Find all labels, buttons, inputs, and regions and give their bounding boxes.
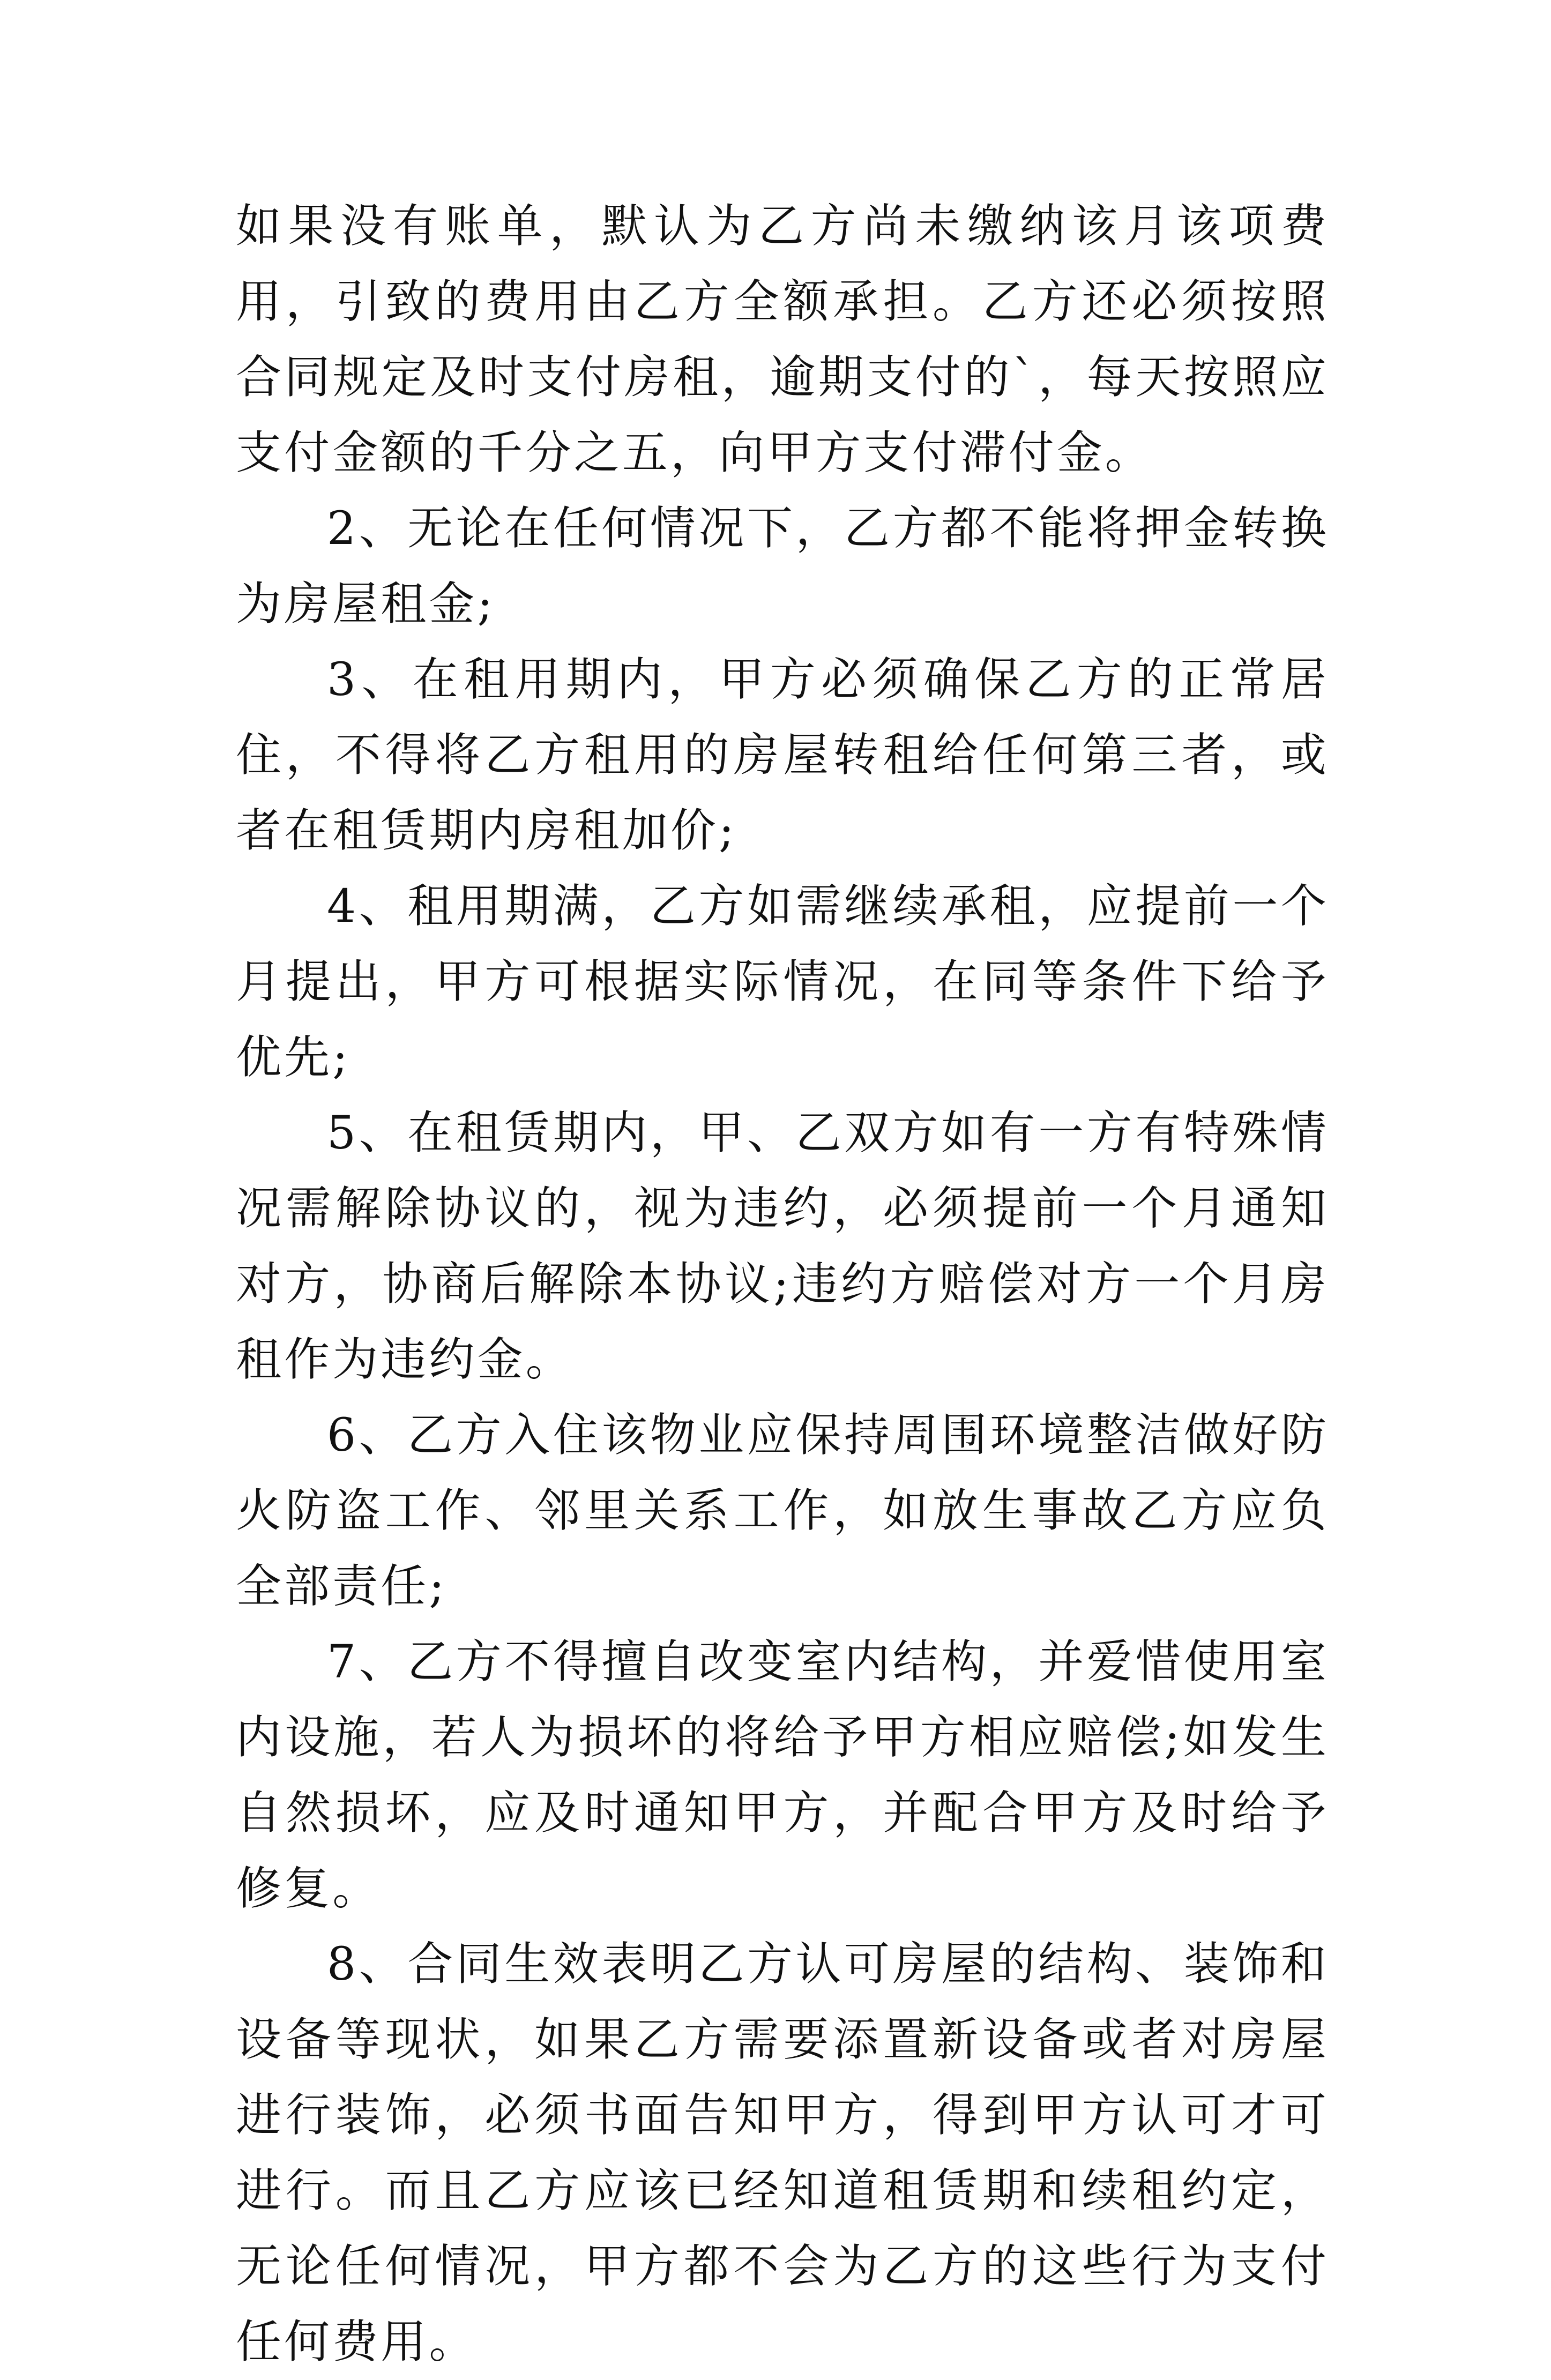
clause-3: 3、在租用期内，甲方必须确保乙方的正常居住，不得将乙方租用的房屋转租给任何第三者，或者在租赁期内房租加价; [236, 653, 1329, 857]
paragraph-continuation: 如果没有账单，默认为乙方尚未缴纳该月该项费用，引致的费用由乙方全额承担。乙方还必须按照合同规定及时支付房租，逾期支付的`，每天按照应支付金额的千分之五，向甲方支付滞付金。 [236, 200, 1329, 480]
clause-8: 8、合同生效表明乙方认可房屋的结构、装饰和设备等现状，如果乙方需要添置新设备或者对房屋进行装饰，必须书面告知甲方，得到甲方认可才可进行。而且乙方应该已经知道租赁期和续租约定，无论任何情况，甲方都不会为乙方的这些行为支付任何费用。 [236, 1938, 1329, 2369]
clause-6: 6、乙方入住该物业应保持周围环境整洁做好防火防盗工作、邻里关系工作，如放生事故乙方应负全部责任; [236, 1409, 1329, 1613]
clause-5: 5、在租赁期内，甲、乙双方如有一方有特殊情况需解除协议的，视为违约，必须提前一个月通知对方，协商后解除本协议;违约方赔偿对方一个月房租作为违约金。 [236, 1107, 1329, 1386]
document-body [236, 189, 1329, 2380]
clause-4: 4、租用期满，乙方如需继续承租，应提前一个月提出，甲方可根据实际情况，在同等条件下给予优先; [236, 880, 1329, 1084]
clause-2: 2、无论在任何情况下，乙方都不能将押金转换为房屋租金; [236, 502, 1329, 631]
clause-7: 7、乙方不得擅自改变室内结构，并爱惜使用室内设施，若人为损坏的将给予甲方相应赔偿;如发生自然损坏，应及时通知甲方，并配合甲方及时给予修复。 [236, 1636, 1329, 1915]
